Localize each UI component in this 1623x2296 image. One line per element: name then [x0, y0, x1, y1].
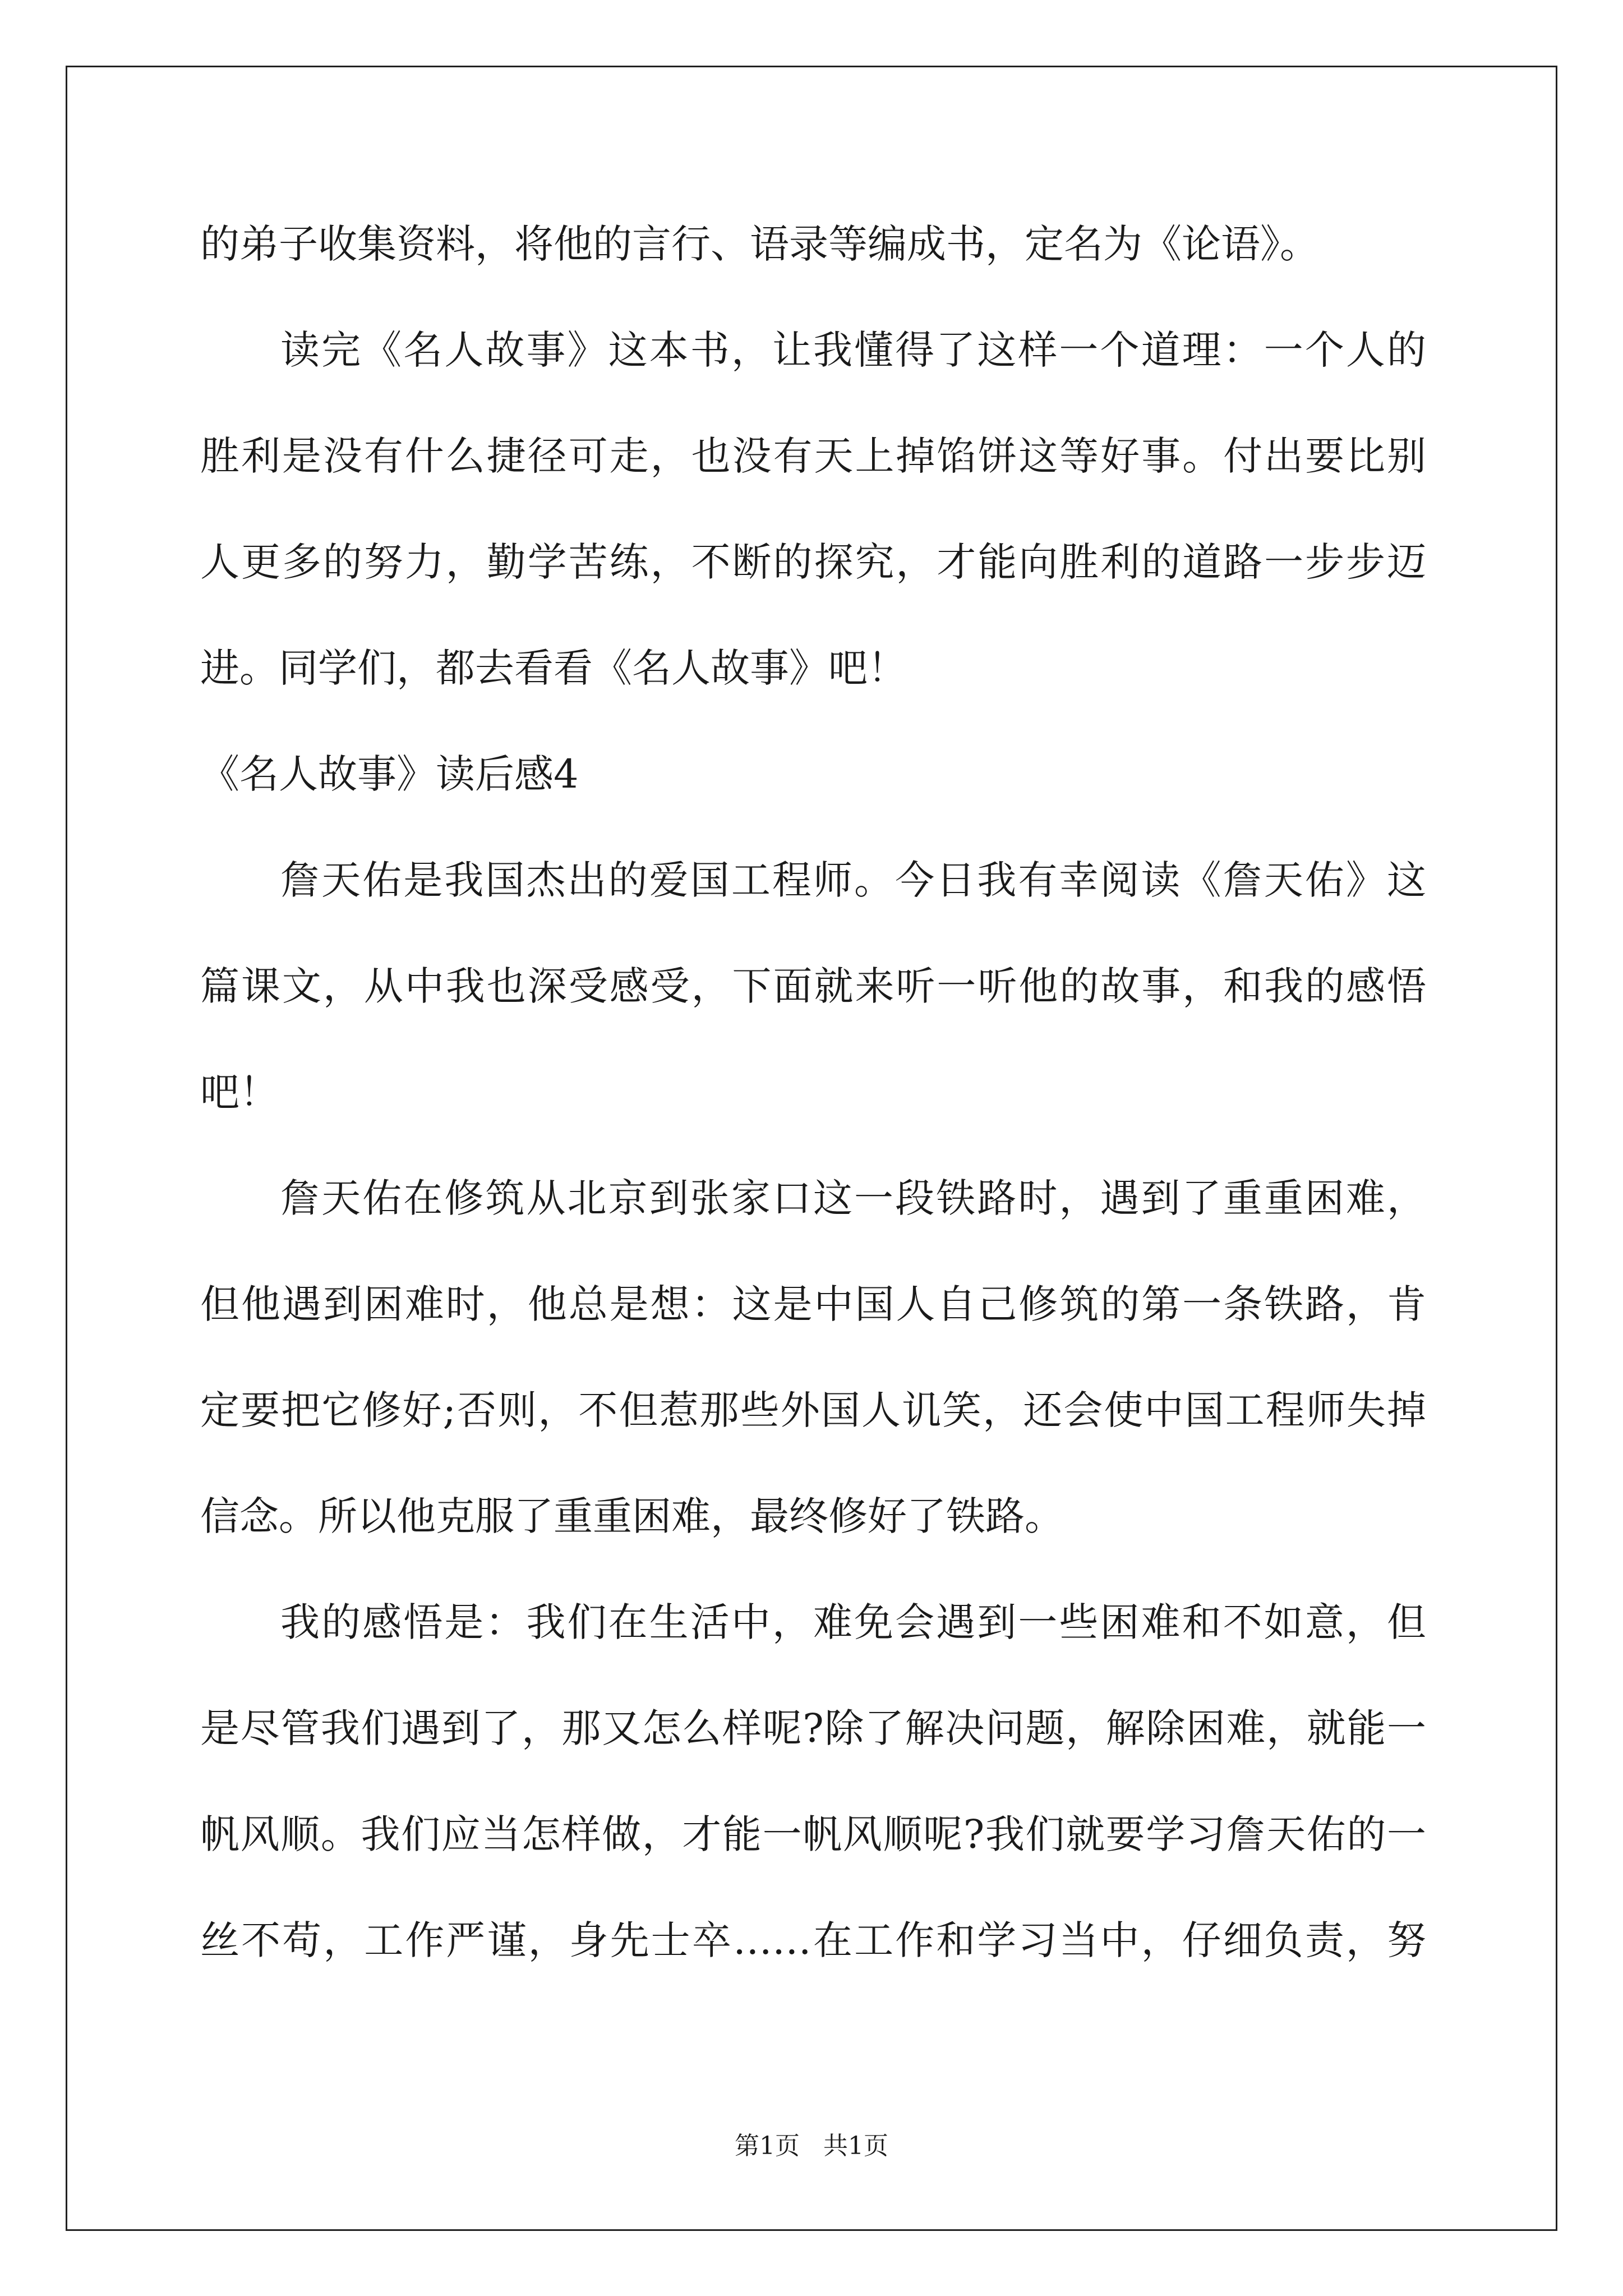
text-line: 是尽管我们遇到了，那又怎么样呢?除了解决问题，解除困难，就能一 — [200, 1705, 1426, 1751]
page-footer: 第1页 共1页 — [735, 2132, 888, 2160]
text-line: 帆风顺。我们应当怎样做，才能一帆风顺呢?我们就要学习詹天佑的一 — [200, 1811, 1426, 1857]
section-heading: 《名人故事》读后感4 — [200, 751, 579, 797]
text-line: 詹天佑是我国杰出的爱国工程师。今日我有幸阅读《詹天佑》这 — [280, 857, 1426, 903]
text-line: 胜利是没有什么捷径可走，也没有天上掉馅饼这等好事。付出要比别 — [200, 433, 1426, 479]
text-line: 读完《名人故事》这本书，让我懂得了这样一个道理：一个人的 — [280, 327, 1426, 373]
text-line: 吧！ — [200, 1069, 279, 1115]
text-line: 我的感悟是：我们在生活中，难免会遇到一些困难和不如意，但 — [280, 1599, 1426, 1645]
text-line: 进。同学们，都去看看《名人故事》吧！ — [200, 645, 907, 691]
text-line: 但他遇到困难时，他总是想：这是中国人自己修筑的第一条铁路，肯 — [200, 1281, 1426, 1327]
text-line: 信念。所以他克服了重重困难，最终修好了铁路。 — [200, 1493, 1064, 1539]
text-line: 的弟子收集资料，将他的言行、语录等编成书，定名为《论语》。 — [200, 221, 1319, 267]
text-line: 篇课文，从中我也深受感受，下面就来听一听他的故事，和我的感悟 — [200, 963, 1426, 1009]
text-line: 詹天佑在修筑从北京到张家口这一段铁路时，遇到了重重困难， — [280, 1175, 1426, 1221]
text-line: 丝不苟，工作严谨，身先士卒……在工作和学习当中，仔细负责，努 — [200, 1917, 1426, 1963]
text-line: 定要把它修好;否则，不但惹那些外国人讥笑，还会使中国工程师失掉 — [200, 1387, 1426, 1433]
document-body — [200, 218, 1426, 1967]
text-line: 人更多的努力，勤学苦练，不断的探究，才能向胜利的道路一步步迈 — [200, 539, 1426, 585]
